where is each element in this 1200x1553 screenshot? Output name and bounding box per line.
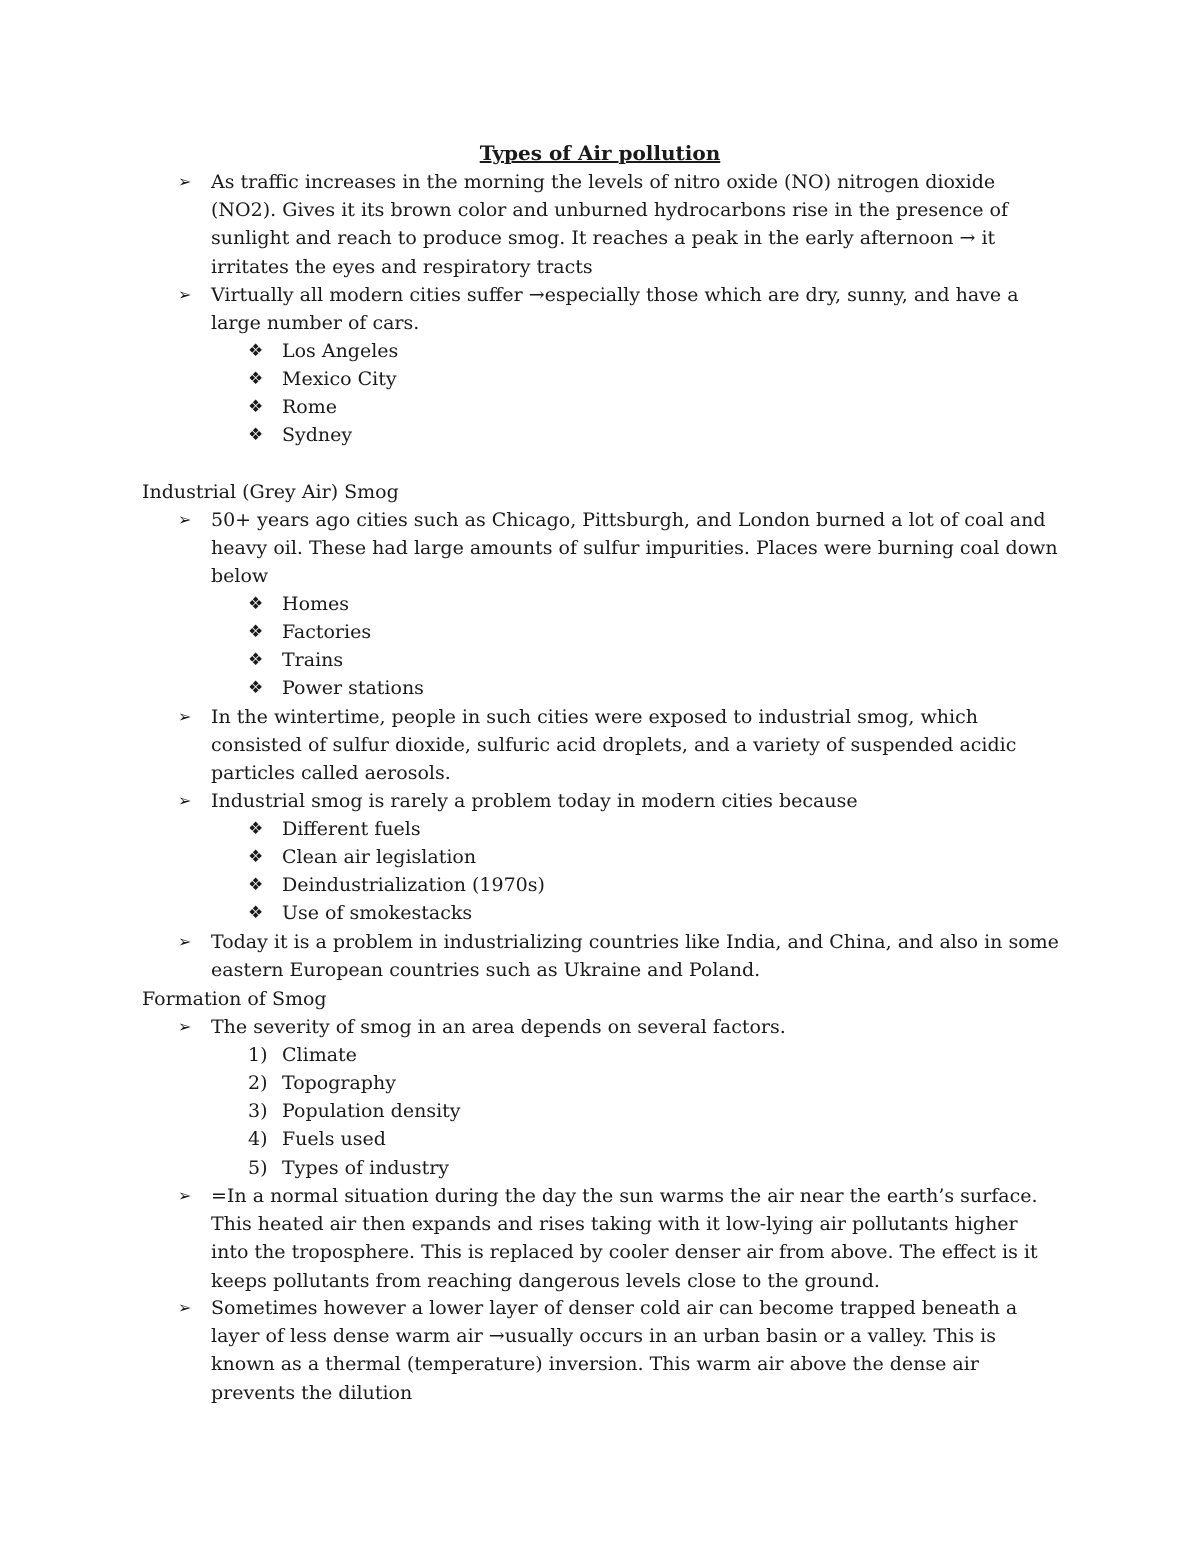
list-item-label: Types of industry [282,1157,450,1179]
list-item-label: Different fuels [282,818,421,840]
page-title: Types of Air pollution [479,141,721,165]
diamond-bullet-icon: ❖ [248,903,264,923]
list-item-label: Climate [282,1044,357,1066]
bullet-text: 50+ years ago cities such as Chicago, Pittsburgh, and London burned a lot of coal and heavy oil. These had large amounts of sulfur impurities. Places were burning coal down below [211,509,1058,588]
list-item-label: Topography [282,1072,396,1094]
list-item-label: Fuels used [282,1128,386,1150]
list-item-label: Rome [282,396,338,418]
bullet-text: As traffic increases in the morning the levels of nitro oxide (NO) nitrogen dioxide (NO2). Gives it its brown color and unburned hydrocarbons rise in the presence of sunlight and reach to produce smog. It reaches a peak in the early afternoon → it irritates the eyes and respiratory tracts [211,171,1008,278]
list-item-label: Factories [282,621,372,643]
diamond-bullet-icon: ❖ [248,847,264,867]
diamond-bullet-icon: ❖ [248,425,264,445]
list-number: 4) [248,1128,268,1150]
list-number: 3) [248,1100,268,1122]
arrow-bullet-icon: ➢ [178,1017,192,1036]
diamond-bullet-icon: ❖ [248,397,264,417]
list-item-label: Sydney [282,424,353,446]
diamond-bullet-icon: ❖ [248,369,264,389]
arrow-bullet-icon: ➢ [178,510,192,529]
diamond-bullet-icon: ❖ [248,594,264,614]
bullet-text: Virtually all modern cities suffer →especially those which are dry, sunny, and have a large number of cars. [211,284,1019,335]
list-number: 1) [248,1044,268,1066]
list-number: 5) [248,1157,268,1179]
arrow-bullet-icon: ➢ [178,1298,192,1317]
bullet-text: Today it is a problem in industrializing countries like India, and China, and also in some eastern European countries such as Ukraine and Poland. [211,931,1059,982]
list-item-label: Power stations [282,677,424,699]
diamond-bullet-icon: ❖ [248,819,264,839]
arrow-bullet-icon: ➢ [178,932,192,951]
arrow-bullet-icon: ➢ [178,285,192,304]
section-heading-industrial: Industrial (Grey Air) Smog [142,481,399,503]
diamond-bullet-icon: ❖ [248,341,264,361]
list-number: 2) [248,1072,268,1094]
list-item-label: Los Angeles [282,340,399,362]
arrow-bullet-icon: ➢ [178,172,192,191]
diamond-bullet-icon: ❖ [248,875,264,895]
arrow-bullet-icon: ➢ [178,707,192,726]
list-item-label: Deindustrialization (1970s) [282,874,545,896]
list-item-label: Mexico City [282,368,397,390]
diamond-bullet-icon: ❖ [248,622,264,642]
diamond-bullet-icon: ❖ [248,650,264,670]
list-item-label: Trains [282,649,344,671]
list-item-label: Population density [282,1100,461,1122]
arrow-bullet-icon: ➢ [178,791,192,810]
list-item-label: Homes [282,593,350,615]
list-item-label: Use of smokestacks [282,902,473,924]
bullet-text: Sometimes however a lower layer of denser cold air can become trapped beneath a layer of less dense warm air →usually occurs in an urban basin or a valley. This is known as a thermal (temperature) inversion. This warm air above the dense air prevents the dilution [211,1297,1018,1404]
bullet-text: The severity of smog in an area depends on several factors. [211,1016,786,1038]
list-item-label: Clean air legislation [282,846,477,868]
diamond-bullet-icon: ❖ [248,678,264,698]
bullet-text: =In a normal situation during the day the sun warms the air near the earth’s surface. This heated air then expands and rises taking with it low-lying air pollutants higher into the troposphere. This is replaced by cooler denser air from above. The effect is it keeps pollutants from reaching dangerous levels close to the ground. [211,1185,1038,1292]
section-heading-formation: Formation of Smog [142,988,327,1010]
bullet-text: In the wintertime, people in such cities were exposed to industrial smog, which consisted of sulfur dioxide, sulfuric acid droplets, and a variety of suspended acidic particles called aerosols. [211,706,1017,785]
arrow-bullet-icon: ➢ [178,1186,192,1205]
bullet-text: Industrial smog is rarely a problem today in modern cities because [211,790,858,812]
